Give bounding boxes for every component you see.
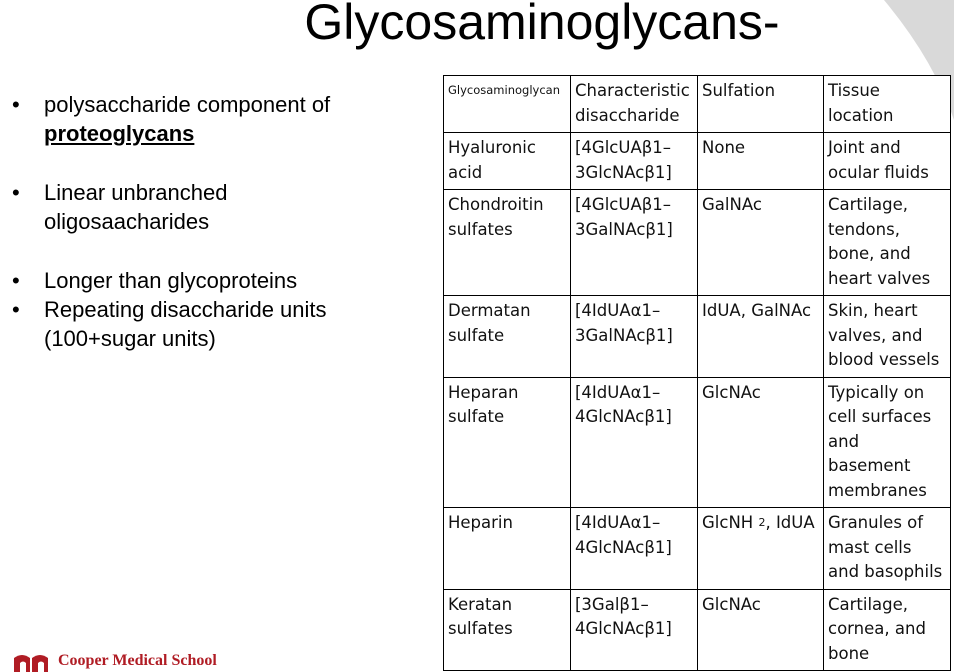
bullet-text: Repeating disaccharide units (44, 297, 327, 322)
bullet-text: oligosaacharides (44, 209, 210, 234)
table-cell: Skin, heart valves, and blood vessels (824, 296, 951, 378)
table-cell: [3Galβ1–4GlcNAcβ1] (571, 589, 698, 671)
cooper-logo-icon (12, 650, 50, 672)
table-row (444, 133, 951, 190)
sulfation-subscript: 2 (758, 516, 766, 529)
slide-title: Glycosaminoglycans- (304, 0, 780, 50)
bullet-list (12, 90, 412, 353)
table-cell: Dermatan sulfate (444, 296, 571, 378)
bullet-text: (100+sugar units) (44, 326, 216, 351)
bullet-keyword: proteoglycans (44, 121, 195, 146)
sulfation-prefix: GlcNH (702, 513, 754, 532)
bullet-item (12, 178, 412, 236)
table-cell: Keratan sulfates (444, 589, 571, 671)
footer (12, 650, 217, 672)
table-cell: [4IdUAα1–4GlcNAcβ1] (571, 508, 698, 590)
table-row (444, 296, 951, 378)
bullet-dot: • (12, 297, 20, 322)
bullet-text: Longer than glycoproteins (44, 268, 298, 293)
table-cell: Heparan sulfate (444, 377, 571, 508)
bullet-dot: • (12, 180, 20, 205)
table-cell: Typically on cell surfaces and basement membranes (824, 377, 951, 508)
header-cell: Characteristic disaccharide (571, 76, 698, 133)
bullet-item (12, 295, 412, 353)
table-cell: [4GlcUAβ1–3GalNAcβ1] (571, 190, 698, 296)
header-cell: Tissue location (824, 76, 951, 133)
table-cell: Granules of mast cells and basophils (824, 508, 951, 590)
table-cell: None (698, 133, 824, 190)
table-cell: Chondroitin sulfates (444, 190, 571, 296)
school-name: Cooper Medical School (58, 652, 217, 669)
table-cell: GlcNAc (698, 377, 824, 508)
table-row (444, 190, 951, 296)
header-cell: Glycosaminoglycan (444, 76, 571, 133)
bullet-item (12, 266, 412, 295)
table-cell: [4IdUAα1–3GalNAcβ1] (571, 296, 698, 378)
table-cell: Hyaluronic acid (444, 133, 571, 190)
heparin-sulfation-cell (698, 508, 824, 590)
bullet-item (12, 90, 412, 148)
table-cell: Cartilage, tendons, bone, and heart valves (824, 190, 951, 296)
table-cell: [4GlcUAβ1–3GlcNAcβ1] (571, 133, 698, 190)
table-cell: Joint and ocular fluids (824, 133, 951, 190)
table-row (444, 589, 951, 671)
table-cell: IdUA, GalNAc (698, 296, 824, 378)
table-row (444, 377, 951, 508)
table-row (444, 508, 951, 590)
bullet-text: polysaccharide component of (44, 92, 331, 117)
table-cell: Heparin (444, 508, 571, 590)
gag-table (443, 75, 951, 671)
sulfation-suffix: , IdUA (765, 513, 815, 532)
bullet-dot: • (12, 268, 20, 293)
header-cell: Sulfation (698, 76, 824, 133)
table-cell: Cartilage, cornea, and bone (824, 589, 951, 671)
table-cell: GlcNAc (698, 589, 824, 671)
table-cell: GalNAc (698, 190, 824, 296)
bullet-dot: • (12, 92, 20, 117)
table-header-row (444, 76, 951, 133)
bullet-text: Linear unbranched (44, 180, 228, 205)
table-cell: [4IdUAα1–4GlcNAcβ1] (571, 377, 698, 508)
